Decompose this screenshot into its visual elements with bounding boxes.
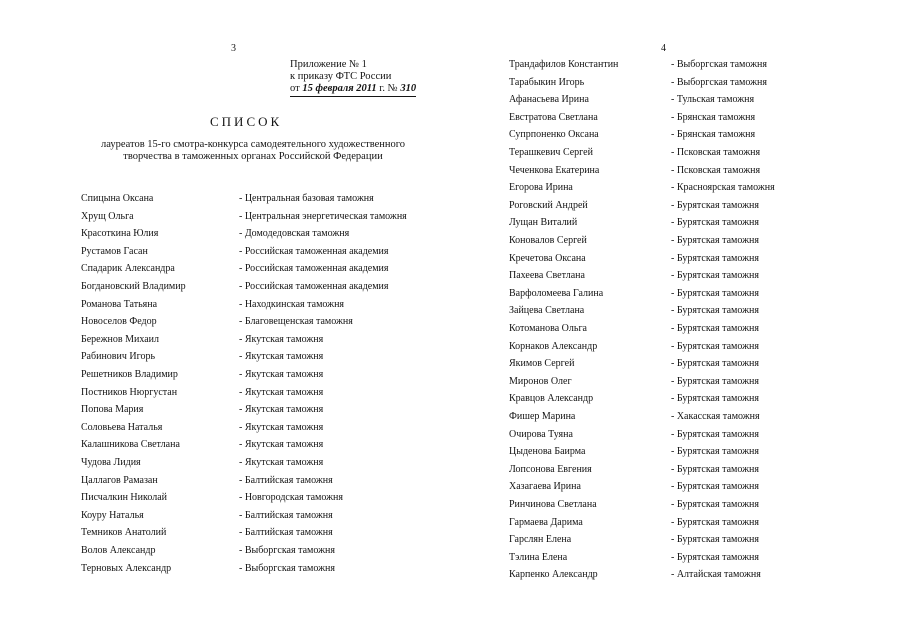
laureate-name: Постников Нюргустан (81, 386, 178, 398)
customs-office: - Брянская таможня (671, 129, 756, 141)
appendix-line-1: Приложение № 1 (290, 59, 367, 70)
customs-office: - Бурятская таможня (671, 375, 759, 387)
customs-office: - Бурятская таможня (671, 446, 759, 458)
laureate-name: Тэлина Елена (509, 551, 568, 563)
customs-office: - Хакасская таможня (671, 411, 760, 422)
laureate-name: Рабинович Игорь (81, 351, 156, 363)
laureate-name: Афанасьева Ирина (509, 94, 589, 106)
customs-office: - Бурятская таможня (671, 199, 759, 211)
appendix-number: 310 (400, 83, 417, 94)
customs-office: - Балтийская таможня (239, 509, 333, 521)
laureate-name: Трандафилов Константин (509, 59, 619, 70)
customs-office: - Центральная энергетическая таможня (239, 210, 407, 222)
customs-office: - Якутская таможня (239, 457, 324, 468)
laureates-list-right (509, 59, 789, 589)
laureate-name: Пахеева Светлана (509, 270, 585, 282)
laureates-list-left (81, 193, 421, 583)
laureate-name: Зайцева Светлана (509, 305, 585, 317)
customs-office: - Бурятская таможня (671, 235, 759, 246)
laureate-name: Спадарик Александра (81, 263, 175, 275)
customs-office: - Псковская таможня (671, 147, 761, 158)
laureate-name: Чудова Лидия (81, 457, 141, 468)
customs-office: - Центральная базовая таможня (239, 193, 374, 204)
appendix-line-2: к приказу ФТС России (290, 71, 392, 82)
customs-office: - Выборгская таможня (671, 59, 767, 70)
laureate-name: Ринчинова Светлана (509, 499, 597, 510)
customs-office: - Новгородская таможня (239, 492, 343, 504)
customs-office: - Российская таможенная академия (239, 263, 389, 275)
laureate-name: Миронов Олег (509, 375, 572, 387)
customs-office: - Бурятская таможня (671, 516, 759, 528)
laureate-name: Цыденова Баирма (509, 446, 586, 458)
laureate-name: Рустамов Гасан (81, 245, 148, 257)
customs-office: - Выборгская таможня (239, 545, 335, 556)
laureate-name: Соловьева Наталья (81, 421, 163, 433)
customs-office: - Якутская таможня (239, 386, 324, 398)
laureate-name: Хрущ Ольга (81, 210, 134, 222)
laureate-name: Писчалкин Николай (81, 492, 167, 504)
laureate-name: Новоселов Федор (81, 316, 157, 328)
appendix-number-prefix: г. № (376, 83, 401, 94)
laureate-name: Варфоломеева Галина (509, 287, 604, 299)
page-number-right: 4 (661, 43, 666, 54)
laureate-name: Романова Татьяна (81, 298, 158, 310)
customs-office: - Выборгская таможня (671, 76, 767, 88)
laureate-name: Гармаева Дарима (509, 516, 583, 528)
laureate-name: Терновых Александр (81, 562, 172, 574)
customs-office: - Алтайская таможня (671, 569, 761, 581)
customs-office: - Бурятская таможня (671, 534, 759, 546)
laureate-name: Тарабыкин Игорь (509, 76, 585, 88)
customs-office: - Домодедовская таможня (239, 228, 350, 240)
laureate-name: Кравцов Александр (509, 393, 594, 405)
customs-office: - Балтийская таможня (239, 527, 333, 539)
customs-office: - Российская таможенная академия (239, 281, 389, 292)
laureate-name: Корнаков Александр (509, 340, 598, 352)
laureate-name: Фишер Марина (509, 411, 576, 422)
laureate-name: Лопсонова Евгения (509, 463, 592, 475)
laureate-name: Богдановский Владимир (81, 281, 186, 292)
customs-office: - Якутская таможня (239, 439, 324, 451)
customs-office: - Находкинская таможня (239, 298, 345, 310)
laureate-name: Темников Анатолий (81, 527, 167, 539)
customs-office: - Бурятская таможня (671, 252, 759, 264)
laureate-name: Терашкевич Сергей (509, 147, 593, 158)
laureate-name: Попова Мария (81, 404, 144, 416)
appendix-date: 15 февраля 2011 (302, 83, 377, 94)
customs-office: - Бурятская таможня (671, 358, 759, 370)
customs-office: - Якутская таможня (239, 404, 324, 416)
laureate-name: Бережнов Михаил (81, 333, 159, 345)
laureate-name: Спицына Оксана (81, 193, 154, 204)
customs-office: - Благовещенская таможня (239, 316, 353, 328)
customs-office: - Бурятская таможня (671, 305, 759, 317)
customs-office: - Якутская таможня (239, 351, 324, 363)
customs-office: - Бурятская таможня (671, 551, 759, 563)
laureate-name: Лущан Виталий (509, 217, 578, 229)
laureate-name: Цаллагов Рамазан (81, 474, 158, 486)
customs-office: - Балтийская таможня (239, 474, 333, 486)
laureate-name: Карпенко Александр (509, 569, 598, 581)
customs-office: - Якутская таможня (239, 421, 324, 433)
laureate-name: Якимов Сергей (509, 358, 575, 370)
customs-office: - Российская таможенная академия (239, 245, 389, 257)
customs-office: - Бурятская таможня (671, 340, 759, 352)
laureate-name: Роговский Андрей (509, 199, 588, 211)
customs-office: - Тульская таможня (671, 94, 755, 106)
document-title: СПИСОК (210, 114, 283, 129)
appendix-date-prefix: от (290, 83, 303, 94)
customs-office: - Бурятская таможня (671, 428, 759, 440)
customs-office: - Бурятская таможня (671, 499, 759, 510)
laureate-name: Кречетова Оксана (509, 252, 586, 264)
customs-office: - Красноярская таможня (671, 182, 775, 194)
appendix-header (290, 59, 416, 97)
page-number-left: 3 (231, 43, 236, 54)
laureate-name: Хазагаева Ирина (509, 481, 581, 493)
appendix-line-3 (290, 83, 416, 97)
laureate-name: Решетников Владимир (81, 369, 178, 380)
laureate-name: Коуру Наталья (81, 509, 144, 521)
customs-office: - Бурятская таможня (671, 463, 759, 475)
customs-office: - Бурятская таможня (671, 323, 759, 334)
customs-office: - Брянская таможня (671, 111, 756, 123)
customs-office: - Выборгская таможня (239, 562, 335, 574)
laureate-name: Евстратова Светлана (509, 111, 598, 123)
customs-office: - Бурятская таможня (671, 217, 759, 229)
customs-office: - Псковская таможня (671, 164, 761, 176)
laureate-name: Красоткина Юлия (81, 228, 159, 240)
laureate-name: Супрпоненко Оксана (509, 129, 599, 141)
laureate-name: Коновалов Сергей (509, 235, 587, 246)
customs-office: - Бурятская таможня (671, 287, 759, 299)
customs-office: - Бурятская таможня (671, 393, 759, 405)
laureate-name: Гарслян Елена (509, 534, 572, 546)
customs-office: - Якутская таможня (239, 369, 324, 380)
customs-office: - Якутская таможня (239, 333, 324, 345)
laureate-name: Калашникова Светлана (81, 439, 180, 451)
laureate-name: Чеченкова Екатерина (509, 164, 600, 176)
laureate-name: Волов Александр (81, 545, 156, 556)
laureate-name: Очирова Туяна (509, 428, 573, 440)
document-subtitle: лауреатов 15-го смотра-конкурса самодеятельного художественного творчества в таможенных органах Российской Федерации (100, 139, 406, 162)
customs-office: - Бурятская таможня (671, 270, 759, 282)
laureate-name: Егорова Ирина (509, 182, 573, 194)
customs-office: - Бурятская таможня (671, 481, 759, 493)
laureate-name: Котоманова Ольга (509, 323, 587, 334)
